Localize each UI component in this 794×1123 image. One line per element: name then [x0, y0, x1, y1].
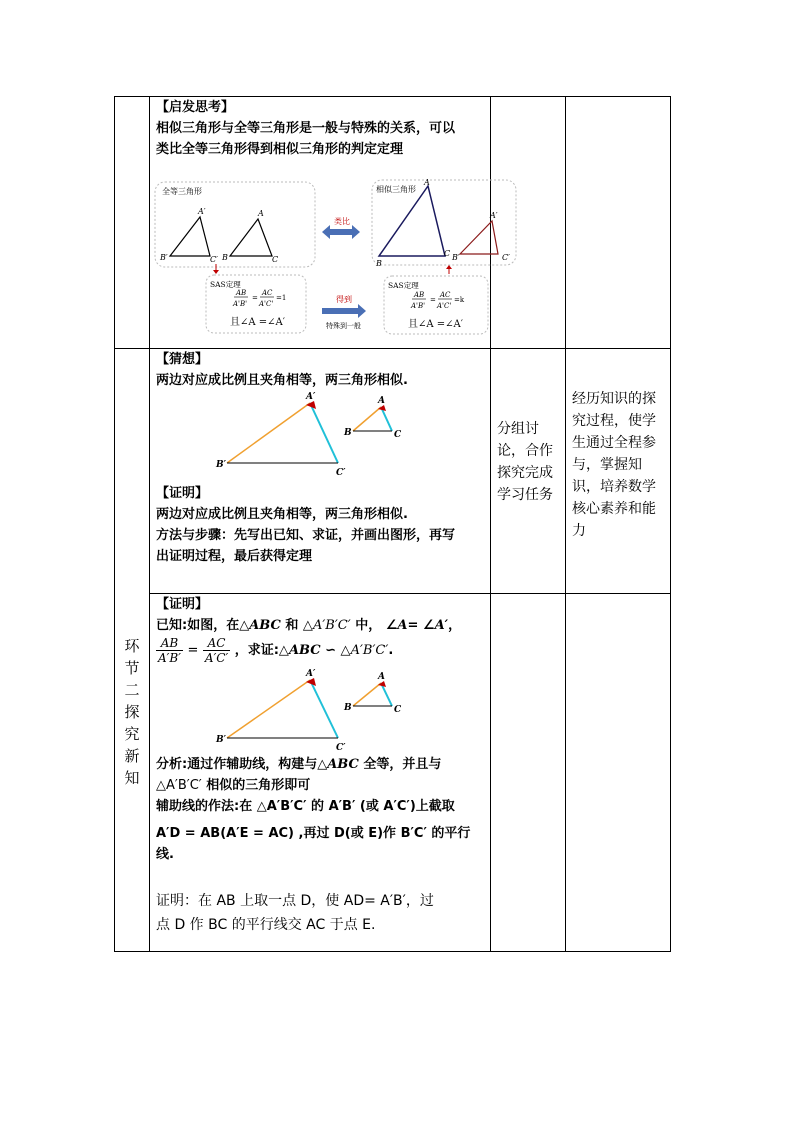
activity-cell	[491, 349, 566, 594]
svg-text:A'B': A'B'	[233, 300, 248, 308]
sas-right-label: SAS定理	[388, 281, 419, 290]
intent-text: 经历知识的探究过程，使学生通过全程参与，掌握知识，培养数学核心素养和能力	[572, 391, 656, 539]
svg-text:A'C': A'C'	[437, 302, 452, 310]
analysis-line-1: 分析:通过作辅助线，构建与△ABC 全等，并且与	[156, 757, 442, 772]
table-row	[115, 97, 671, 349]
intent-cell-empty-2	[566, 594, 671, 952]
given-ratio-line: $\frac{AB}{A'B'}$ = $\frac{AC}{A'C'}$ ，求证:△ABC ∽ △A′B′C′.	[158, 636, 394, 665]
content-cell-inspire	[150, 97, 510, 349]
svg-text:A′: A′	[490, 211, 498, 220]
angle-cond-left: 且∠A =∠A′	[230, 317, 286, 328]
aux-line-1: 辅助线的作法:在 △A′B′C′ 的 A′B′ (或 A′C′)上截取	[156, 799, 455, 814]
analogy-label: 类比	[334, 217, 350, 226]
svg-text:A'C': A'C'	[259, 300, 274, 308]
section-cell-empty	[115, 97, 150, 349]
proof-figure	[150, 666, 490, 754]
heading-proof-2: 【证明】	[156, 597, 209, 612]
svg-text:A: A	[424, 178, 430, 187]
svg-text:=: =	[252, 294, 258, 302]
svg-text:C′: C′	[336, 468, 346, 478]
svg-text:C: C	[394, 705, 402, 715]
svg-text:A: A	[258, 209, 264, 218]
svg-text:=k: =k	[454, 296, 465, 304]
heading-proof-1: 【证明】	[156, 486, 209, 501]
svg-text:C: C	[272, 255, 279, 264]
special-label: 特殊到一般	[326, 322, 361, 330]
heading-inspire: 【启发思考】	[156, 100, 235, 115]
analogy-arrow-icon	[322, 225, 360, 239]
svg-text:C: C	[444, 249, 451, 258]
svg-text:A: A	[378, 396, 385, 406]
svg-text:B′: B′	[216, 735, 226, 745]
svg-text:A: A	[378, 672, 385, 682]
inspire-text-1: 相似三角形与全等三角形是一般与特殊的关系，可以	[156, 121, 456, 136]
derive-label: 得到	[336, 295, 352, 304]
svg-text:A′: A′	[306, 669, 316, 679]
congruent-label: 全等三角形	[162, 187, 202, 196]
svg-text:C: C	[394, 430, 402, 440]
given-line: 已知:如图，在△ABC 和 △A′B′C′ 中， ∠A= ∠A′，	[156, 618, 462, 633]
svg-text:AC: AC	[440, 291, 451, 299]
svg-text:B: B	[344, 703, 352, 713]
method-text-2: 出证明过程，最后获得定理	[156, 549, 313, 564]
svg-text:C′: C′	[336, 743, 346, 753]
svg-text:B′: B′	[452, 253, 460, 262]
content-cell-proof	[150, 594, 491, 952]
svg-text:B: B	[376, 259, 382, 268]
activity-text: 分组讨论，合作探究完成学习任务	[497, 421, 553, 503]
sas-left-label: SAS定理	[210, 280, 241, 289]
derive-arrow-icon	[322, 304, 366, 318]
table-row	[115, 349, 671, 594]
svg-text:=: =	[430, 296, 436, 304]
lesson-table	[114, 96, 671, 952]
svg-text:C′: C′	[502, 253, 510, 262]
content-cell-conjecture	[150, 349, 491, 594]
method-text-1: 方法与步骤：先写出已知、求证，并画出图形，再写	[156, 528, 456, 543]
svg-text:AB: AB	[414, 291, 425, 299]
proof-line-2: 点 D 作 BC 的平行线交 AC 于点 E.	[156, 917, 376, 933]
inspire-text-2: 类比全等三角形得到相似三角形的判定定理	[156, 142, 404, 157]
svg-text:C′: C′	[210, 255, 218, 264]
table-row	[115, 594, 671, 952]
svg-text:B′: B′	[216, 460, 226, 470]
svg-text:AC: AC	[262, 289, 273, 297]
svg-text:A′: A′	[306, 392, 316, 402]
intent-cell	[566, 349, 671, 594]
conjecture-text: 两边对应成比例且夹角相等，两三角形相似.	[156, 373, 408, 388]
svg-text:=1: =1	[276, 294, 287, 302]
aux-line-2: A′D = AB(A′E = AC) ,再过 D(或 E)作 B′C′ 的平行线.	[156, 826, 471, 862]
activity-cell-empty-2	[491, 594, 566, 952]
section-label-cell	[115, 349, 150, 952]
activity-cell-empty	[491, 97, 566, 349]
svg-text:A′: A′	[198, 207, 206, 216]
similar-label: 相似三角形	[376, 185, 416, 194]
heading-conjecture: 【猜想】	[156, 352, 209, 367]
svg-text:B′: B′	[160, 253, 168, 262]
svg-text:A'B': A'B'	[411, 302, 426, 310]
svg-text:B: B	[344, 428, 352, 438]
analysis-line-2: △A′B′C′ 相似的三角形即可	[156, 778, 311, 793]
svg-text:B: B	[222, 253, 228, 262]
proof-statement: 两边对应成比例且夹角相等，两三角形相似.	[156, 507, 408, 522]
intent-cell-empty	[566, 97, 671, 349]
angle-cond-right: 且∠A =∠A′	[408, 319, 464, 330]
svg-text:AB: AB	[236, 289, 247, 297]
analogy-diagram	[150, 176, 510, 346]
section-label: 环 节 二 探 究 新 知	[124, 637, 140, 787]
proof-line-1: 证明：在 AB 上取一点 D，使 AD= A′B′，过	[156, 893, 434, 909]
conjecture-figure	[150, 391, 490, 481]
